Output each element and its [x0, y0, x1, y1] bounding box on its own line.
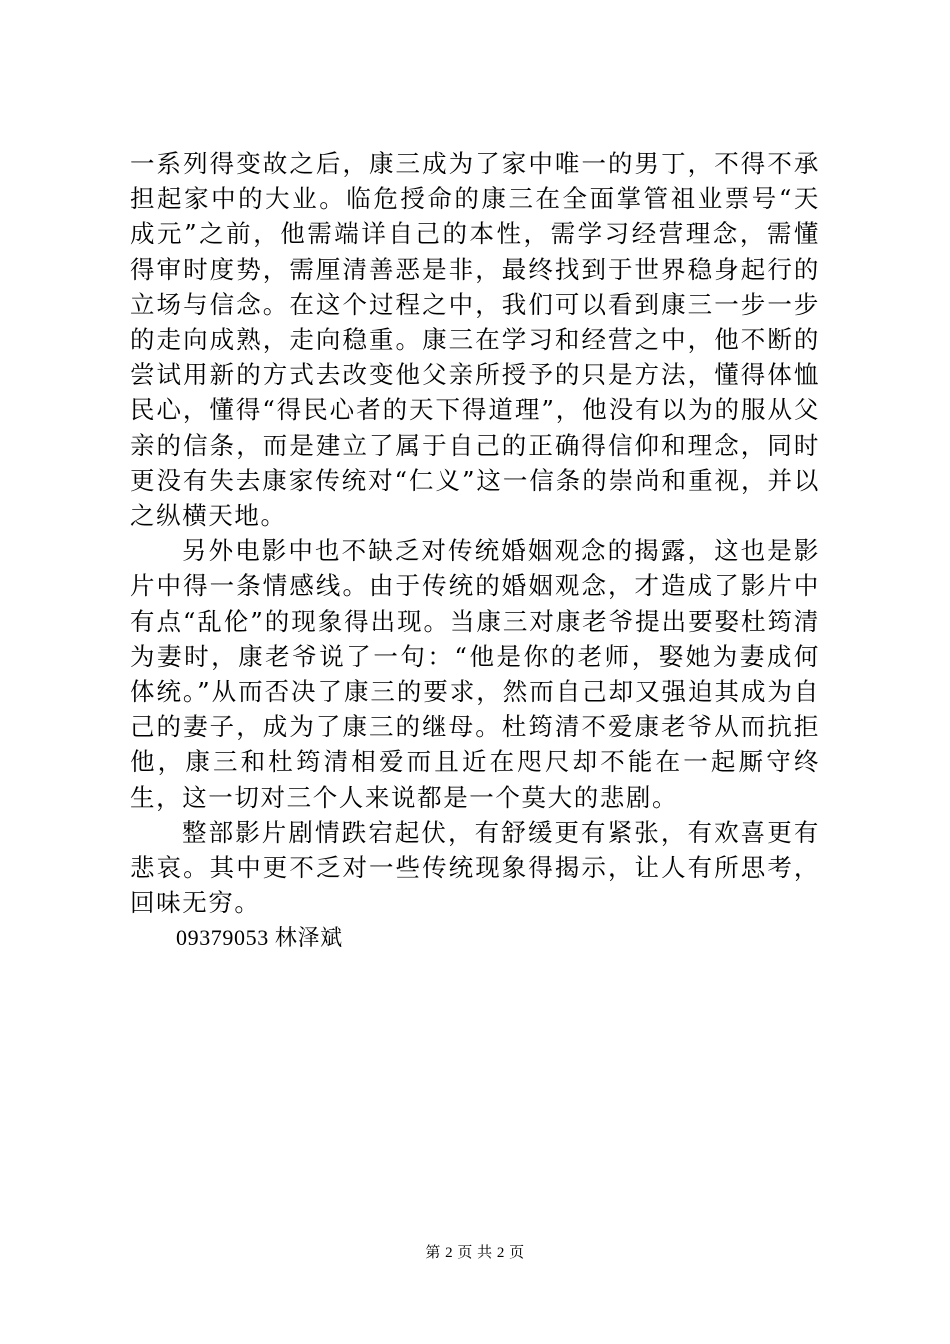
paragraph-conclusion: 整部影片剧情跌宕起伏，有舒缓更有紧张，有欢喜更有悲哀。其中更不乏对一些传统现象得揭示，让人有所思考，回味无穷。: [130, 817, 820, 918]
document-body: [130, 146, 820, 956]
paragraph-continuation: 一系列得变故之后，康三成为了家中唯一的男丁，不得不承担起家中的大业。临危授命的康三在全面掌管祖业票号“天成元”之前，他需端详自己的本性，需学习经营理念，需懂得审时度势，需厘清善恶是非，最终找到于世界稳身起行的立场与信念。在这个过程之中，我们可以看到康三一步一步的走向成熟，走向稳重。康三在学习和经营之中，他不断的尝试用新的方式去改变他父亲所授予的只是方法，懂得体恤民心，懂得“得民心者的天下得道理”，他没有以为的服从父亲的信条，而是建立了属于自己的正确得信仰和理念，同时更没有失去康家传统对“仁义”这一信条的崇尚和重视，并以之纵横天地。: [130, 149, 820, 531]
author-signature: 09379053 林泽斌: [176, 925, 343, 951]
paragraph-marriage: 另外电影中也不缺乏对传统婚姻观念的揭露，这也是影片中得一条情感线。由于传统的婚姻观念，才造成了影片中有点“乱伦”的现象得出现。当康三对康老爷提出要娶杜筠清为妻时，康老爷说了一句：“他是你的老师，娶她为妻成何体统。”从而否决了康三的要求，然而自己却又强迫其成为自己的妻子，成为了康三的继母。杜筠清不爱康老爷从而抗拒他，康三和杜筠清相爱而且近在咫尺却不能在一起厮守终生，这一切对三个人来说都是一个莫大的悲剧。: [130, 536, 820, 812]
page-footer: 第 2 页 共 2 页: [425, 1245, 525, 1261]
